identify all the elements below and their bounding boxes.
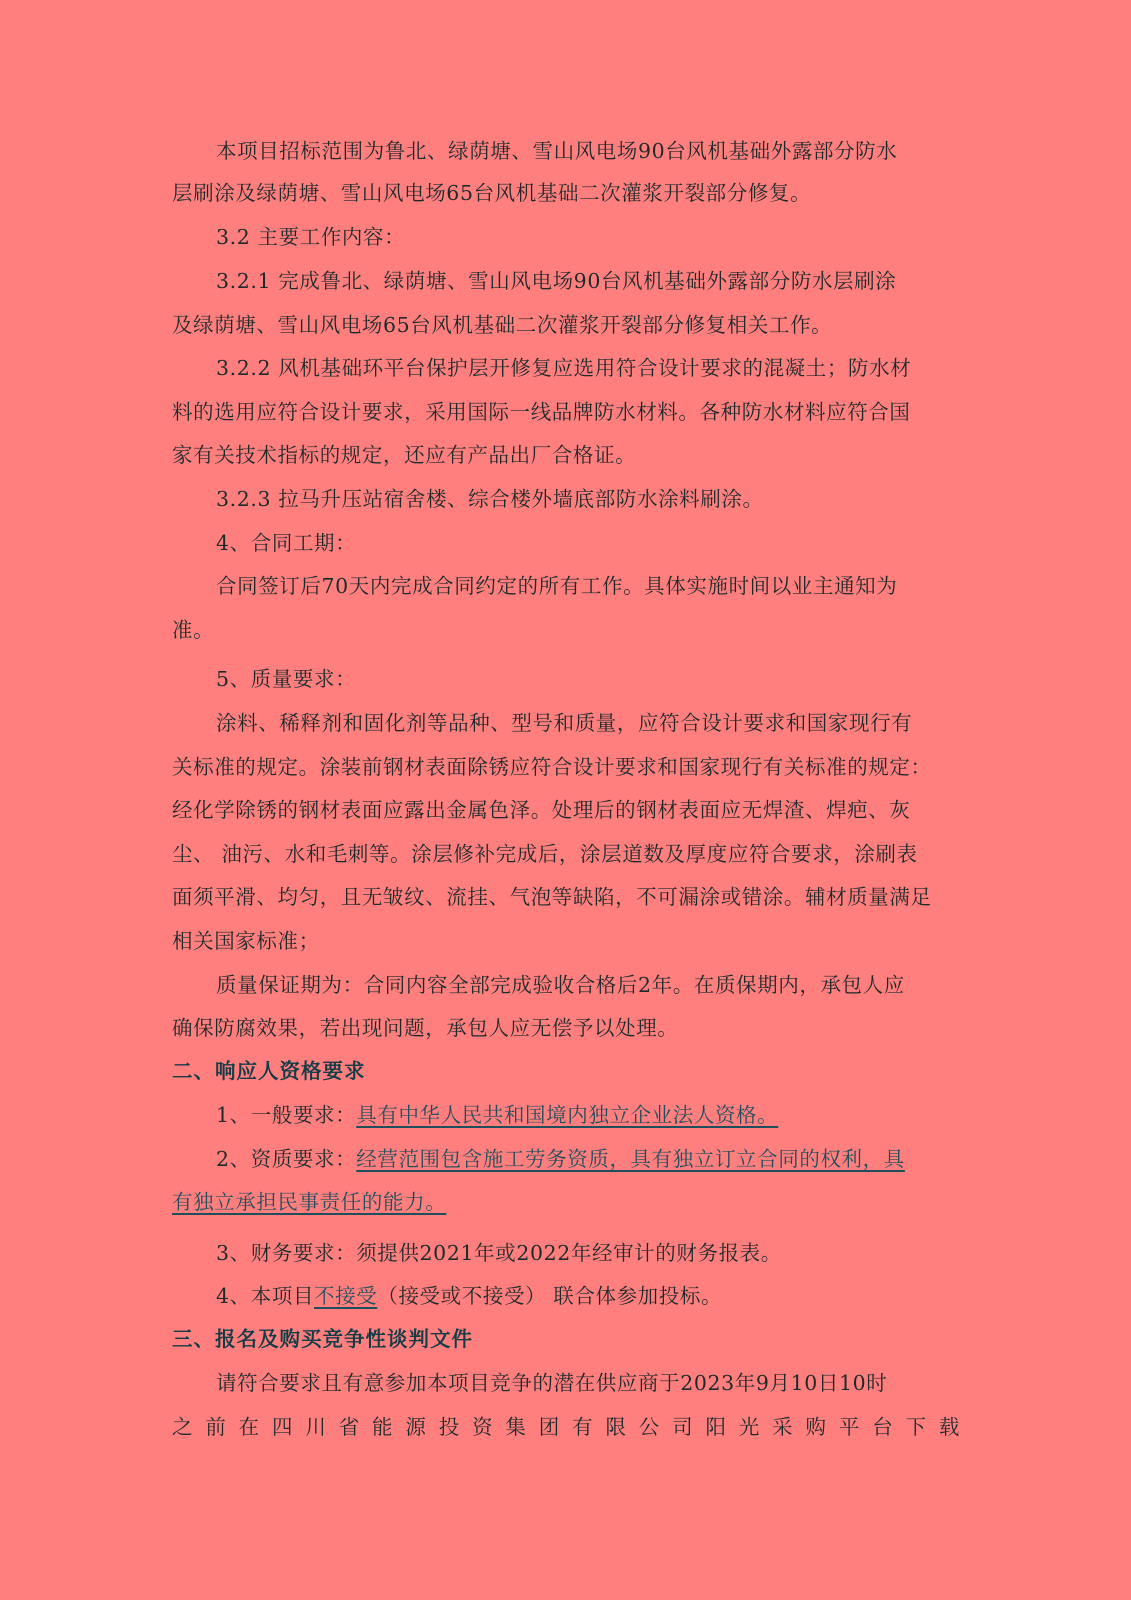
- req-qualification-value-1: 经营范围包含施工劳务资质，具有独立订立合同的权利，具: [356, 1147, 905, 1171]
- para-3-2-1-line-2: 及绿荫塘、雪山风电场65台风机基础二次灌浆开裂部分修复相关工作。: [172, 313, 833, 337]
- para-quality-line-3: 经化学除锈的钢材表面应露出金属色泽。处理后的钢材表面应无焊渣、焊疤、灰: [172, 798, 911, 822]
- req-qualification: [216, 1146, 960, 1172]
- req-financial: 3、财务要求：须提供2021年或2022年经审计的财务报表。: [216, 1241, 782, 1265]
- req-consortium-value: 不接受: [314, 1284, 378, 1308]
- section-3-2-title: 3.2 主要工作内容：: [216, 225, 406, 249]
- req-consortium-post: （接受或不接受） 联合体参加投标。: [377, 1284, 723, 1308]
- section-5-title: 5、质量要求：: [216, 667, 357, 691]
- para-3-2-2-line-3: 家有关技术指标的规定，还应有产品出厂合格证。: [172, 443, 637, 467]
- para-3-2-3: 3.2.3 拉马升压站宿舍楼、综合楼外墙底部防水涂料刷涂。: [216, 487, 764, 511]
- section-3-heading: 三、报名及购买竞争性谈判文件: [172, 1327, 473, 1351]
- para-quality-line-6: 相关国家标准；: [172, 929, 320, 953]
- req-qualification-value-2: 有独立承担民事责任的能力。: [172, 1190, 447, 1214]
- para-3-2-2-line-2: 料的选用应符合设计要求，采用国际一线品牌防水材料。各种防水材料应符合国: [172, 400, 911, 424]
- req-general-label: 1、一般要求：: [216, 1103, 357, 1127]
- para-3-2-2-line-1: 3.2.2 风机基础环平台保护层开修复应选用符合设计要求的混凝土；防水材: [216, 356, 912, 380]
- section-2-heading: 二、响应人资格要求: [172, 1059, 366, 1083]
- req-qualification-cont: [172, 1189, 960, 1215]
- req-general-value: 具有中华人民共和国境内独立企业法人资格。: [356, 1103, 779, 1127]
- para-registration-line-2: 之前在四川省能源投资集团有限公司阳光采购平台下载: [172, 1415, 960, 1439]
- para-scope-line-1: 本项目招标范围为鲁北、绿荫塘、雪山风电场90台风机基础外露部分防水: [216, 139, 898, 163]
- para-3-2-1-line-1: 3.2.1 完成鲁北、绿荫塘、雪山风电场90台风机基础外露部分防水层刷涂: [216, 269, 897, 293]
- para-quality-line-1: 涂料、稀释剂和固化剂等品种、型号和质量，应符合设计要求和国家现行有: [216, 711, 913, 735]
- para-warranty-line-2: 确保防腐效果，若出现问题，承包人应无偿予以处理。: [172, 1016, 679, 1040]
- para-quality-line-4: 尘、 油污、水和毛刺等。涂层修补完成后，涂层道数及厚度应符合要求，涂刷表: [172, 842, 918, 866]
- para-warranty-line-1: 质量保证期为：合同内容全部完成验收合格后2年。在质保期内，承包人应: [216, 973, 905, 997]
- para-scope-line-2: 层刷涂及绿荫塘、雪山风电场65台风机基础二次灌浆开裂部分修复。: [172, 181, 812, 205]
- para-contract-period-line-2: 准。: [172, 618, 215, 642]
- para-quality-line-2: 关标准的规定。涂装前钢材表面除锈应符合设计要求和国家现行有关标准的规定：: [172, 755, 932, 779]
- para-registration-line-1: 请符合要求且有意参加本项目竞争的潜在供应商于2023年9月10日10时: [216, 1371, 888, 1395]
- req-qualification-label: 2、资质要求：: [216, 1147, 357, 1171]
- req-general: [216, 1102, 960, 1128]
- section-4-title: 4、合同工期：: [216, 531, 357, 555]
- para-contract-period-line-1: 合同签订后70天内完成合同约定的所有工作。具体实施时间以业主通知为: [216, 574, 898, 598]
- req-consortium-pre: 4、本项目: [216, 1284, 315, 1308]
- para-quality-line-5: 面须平滑、均匀，且无皱纹、流挂、气泡等缺陷，不可漏涂或错涂。辅材质量满足: [172, 885, 932, 909]
- req-consortium: [216, 1283, 960, 1309]
